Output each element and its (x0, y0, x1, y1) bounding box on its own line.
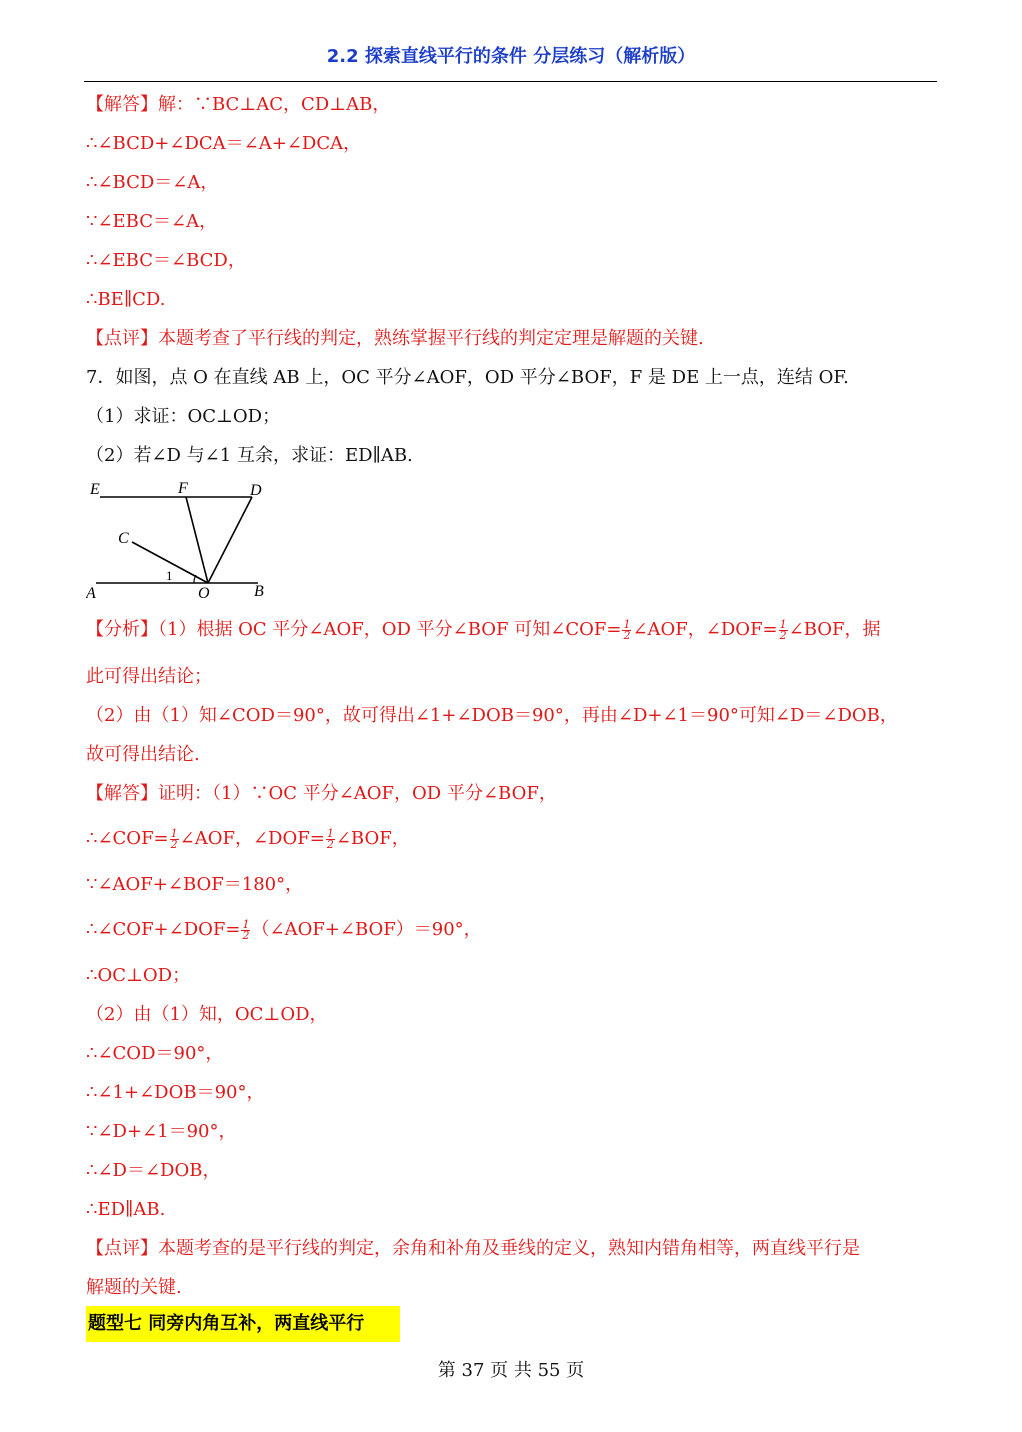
fraction-half (241, 917, 250, 942)
solution-line-4-post: （∠AOF+∠BOF）＝90°， (251, 919, 482, 940)
fraction-den: 2 (170, 837, 178, 851)
analysis-line-1-post: ∠BOF，据 (788, 619, 881, 640)
prev-solution-line-6: ∴BE∥CD. (86, 289, 166, 310)
solution-line-1: 【解答】证明：（1）∵OC 平分∠AOF，OD 平分∠BOF， (86, 783, 557, 804)
fraction-num: 1 (170, 826, 178, 840)
prev-comment: 【点评】本题考查了平行线的判定，熟练掌握平行线的判定定理是解题的关键. (86, 328, 704, 349)
solution-line-6: （2）由（1）知，OC⊥OD， (86, 1004, 328, 1025)
solution-line-10: ∴∠D＝∠DOB， (86, 1160, 221, 1181)
solution-comment-cont: 解题的关键. (86, 1277, 182, 1298)
solution-line-9: ∵∠D+∠1＝90°， (86, 1121, 237, 1142)
fraction-half (622, 617, 631, 642)
label-angle-1: 1 (166, 568, 173, 583)
segment-of (186, 497, 208, 583)
label-d: D (250, 482, 262, 499)
fraction-half (779, 617, 788, 642)
solution-line-7: ∴∠COD＝90°， (86, 1043, 224, 1064)
geometry-figure (86, 476, 286, 604)
fraction-den: 2 (779, 628, 787, 642)
label-c: C (118, 530, 129, 547)
prev-solution-line-4: ∵∠EBC＝∠A， (86, 211, 218, 232)
fraction-den: 2 (623, 628, 631, 642)
solution-line-11: ∴ED∥AB. (86, 1199, 166, 1220)
fraction-half (326, 826, 335, 851)
fraction-half (170, 826, 179, 851)
prev-solution-line-5: ∴∠EBC＝∠BCD， (86, 250, 246, 271)
analysis-line-1-pre: 【分析】（1）根据 OC 平分∠AOF，OD 平分∠BOF 可知∠COF= (86, 619, 622, 640)
solution-line-2-pre: ∴∠COF= (86, 828, 169, 849)
problem-7-stem: 7．如图，点 O 在直线 AB 上，OC 平分∠AOF，OD 平分∠BOF，F 是 DE 上一点，连结 OF. (86, 367, 849, 388)
solution-line-4 (86, 918, 482, 942)
prev-solution-line-1: 【解答】解：∵BC⊥AC，CD⊥AB， (86, 94, 391, 115)
problem-7-part-2: （2）若∠D 与∠1 互余，求证：ED∥AB. (86, 445, 413, 466)
page-header-title: 2.2 探索直线平行的条件 分层练习（解析版） (326, 46, 696, 67)
analysis-line-1 (86, 618, 881, 642)
label-f: F (178, 480, 188, 497)
solution-line-2-mid: ∠AOF，∠DOF= (179, 828, 325, 849)
fraction-den: 2 (242, 928, 250, 942)
page-footer: 第 37 页 共 55 页 (437, 1360, 585, 1381)
solution-comment: 【点评】本题考查的是平行线的判定，余角和补角及垂线的定义，熟知内错角相等，两直线平行是 (86, 1238, 860, 1259)
problem-7-part-1: （1）求证：OC⊥OD； (86, 406, 281, 427)
solution-line-5: ∴OC⊥OD； (86, 965, 191, 986)
fraction-den: 2 (326, 837, 334, 851)
fraction-num: 1 (623, 617, 631, 631)
prev-solution-line-3: ∴∠BCD＝∠A， (86, 172, 219, 193)
analysis-line-1-mid: ∠AOF，∠DOF= (632, 619, 778, 640)
fraction-num: 1 (326, 826, 334, 840)
analysis-line-2: （2）由（1）知∠COD＝90°，故可得出∠1+∠DOB＝90°，再由∠D+∠1＝90°可知∠D＝∠DOB， (86, 705, 898, 726)
fraction-num: 1 (242, 917, 250, 931)
solution-line-4-pre: ∴∠COF+∠DOF= (86, 919, 241, 940)
fraction-num: 1 (779, 617, 787, 631)
label-b: B (254, 583, 264, 600)
question-type-banner: 题型七 同旁内角互补，两直线平行 (86, 1306, 400, 1342)
analysis-line-1-cont: 此可得出结论； (86, 666, 212, 687)
solution-line-2-post: ∠BOF， (335, 828, 410, 849)
solution-line-3: ∵∠AOF+∠BOF＝180°， (86, 874, 304, 895)
solution-line-8: ∴∠1+∠DOB＝90°， (86, 1082, 265, 1103)
prev-solution-line-2: ∴∠BCD+∠DCA＝∠A+∠DCA， (86, 133, 362, 154)
header-divider (84, 81, 937, 82)
analysis-line-2-cont: 故可得出结论. (86, 744, 200, 765)
solution-line-2 (86, 827, 410, 851)
segment-od (208, 497, 252, 583)
label-e: E (90, 481, 100, 498)
label-o: O (198, 585, 210, 602)
label-a: A (86, 585, 96, 602)
